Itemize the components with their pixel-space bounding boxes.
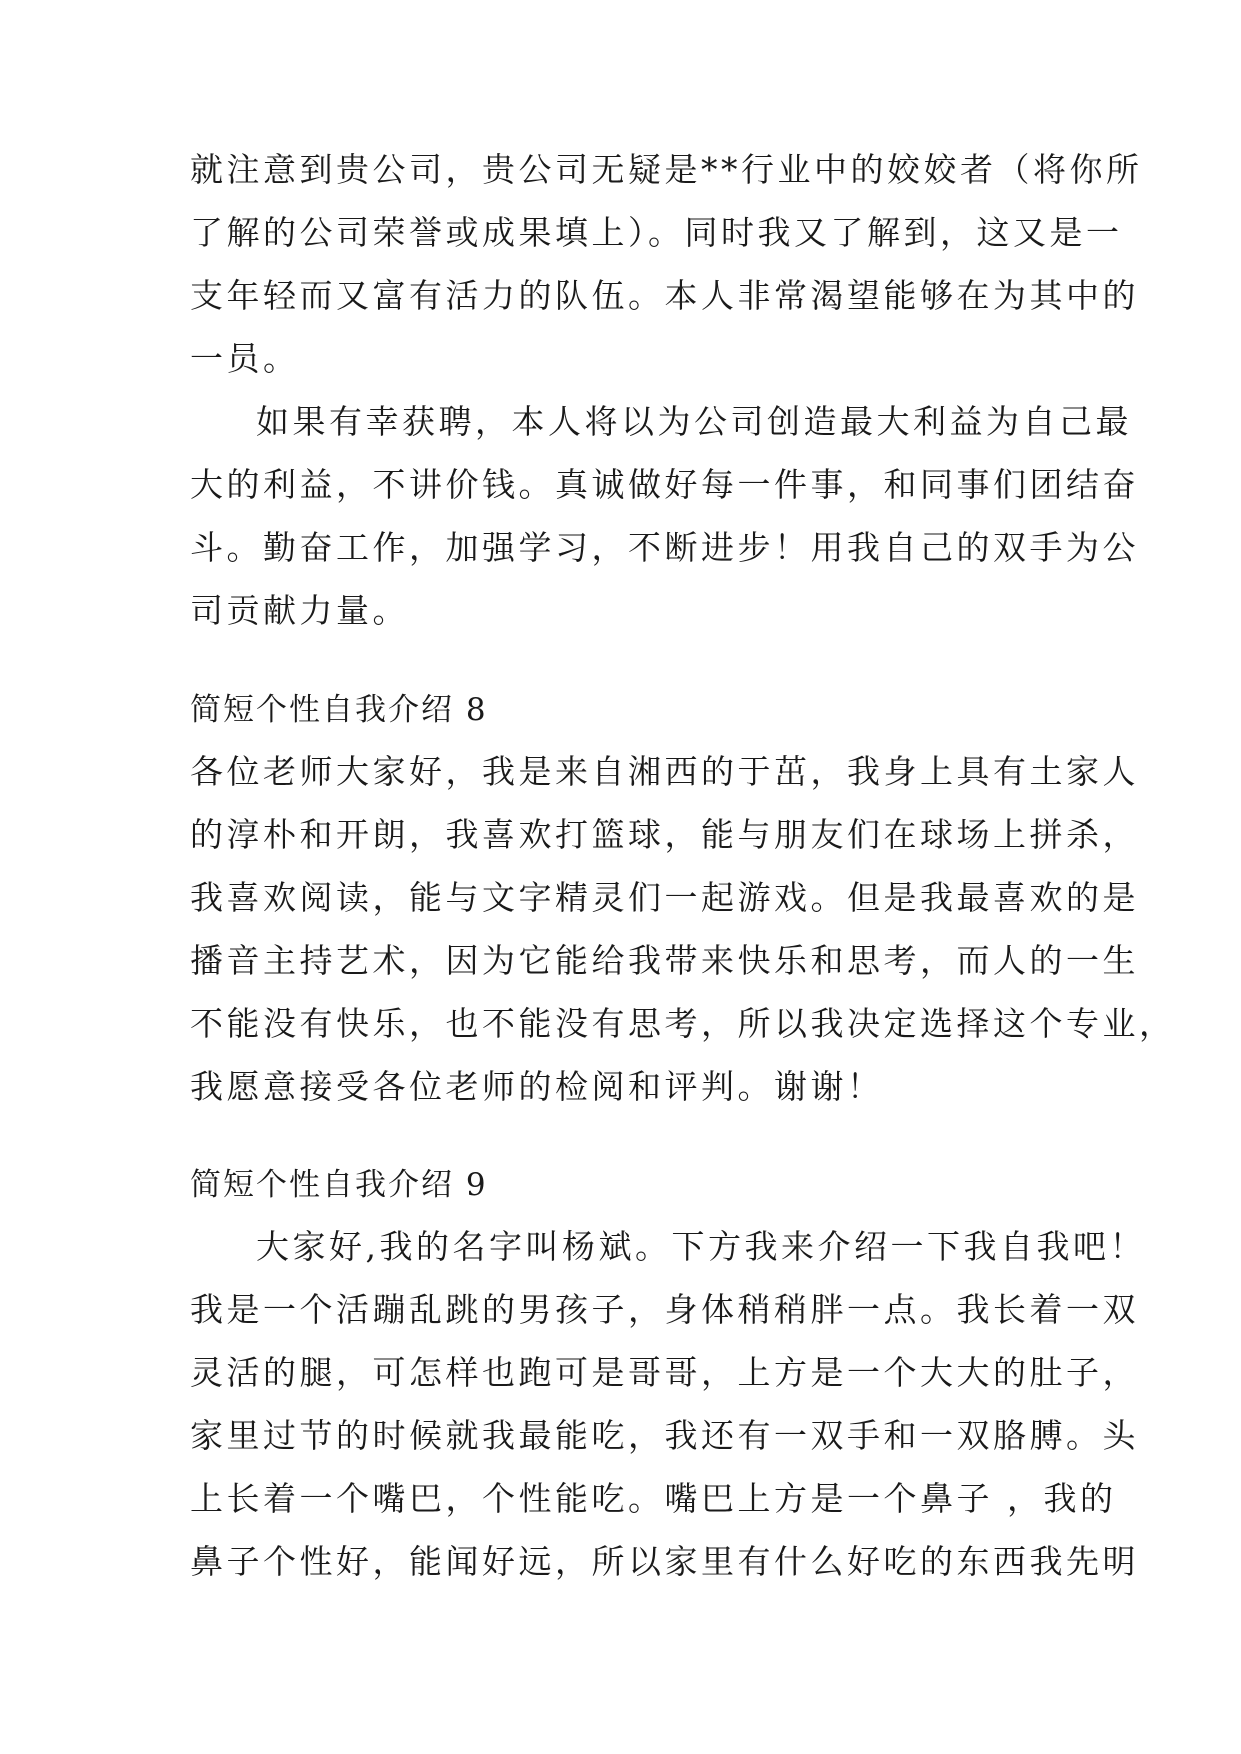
section-heading-8: 简短个性自我介绍 8 xyxy=(190,692,488,728)
section-heading-9: 简短个性自我介绍 9 xyxy=(190,1167,488,1203)
paragraph-line: 支年轻而又富有活力的队伍。本人非常渴望能够在为其中的 xyxy=(190,276,1139,315)
paragraph-line: 各位老师大家好，我是来自湘西的于茁，我身上具有土家人 xyxy=(190,752,1139,791)
paragraph-line: 司贡献力量。 xyxy=(190,591,409,630)
paragraph-line: 上长着一个嘴巴，个性能吃。嘴巴上方是一个鼻子 ，我的 xyxy=(190,1479,1117,1518)
paragraph-line: 我愿意接受各位老师的检阅和评判。谢谢！ xyxy=(190,1067,884,1106)
paragraph-line: 斗。勤奋工作，加强学习，不断进步！用我自己的双手为公 xyxy=(190,528,1139,567)
paragraph-line: 我是一个活蹦乱跳的男孩子，身体稍稍胖一点。我长着一双 xyxy=(190,1290,1139,1329)
paragraph-line: 一员。 xyxy=(190,339,300,378)
paragraph-line: 如果有幸获聘，本人将以为公司创造最大利益为自己最 xyxy=(256,402,1132,441)
paragraph-line: 就注意到贵公司，贵公司无疑是**行业中的姣姣者（将你所 xyxy=(190,150,1143,189)
paragraph-line: 我喜欢阅读，能与文字精灵们一起游戏。但是我最喜欢的是 xyxy=(190,878,1139,917)
paragraph-line: 大的利益，不讲价钱。真诚做好每一件事，和同事们团结奋 xyxy=(190,465,1139,504)
paragraph-line: 家里过节的时候就我最能吃，我还有一双手和一双胳膊。头 xyxy=(190,1416,1139,1455)
paragraph-line: 鼻子个性好，能闻好远，所以家里有什么好吃的东西我先明 xyxy=(190,1542,1139,1581)
paragraph-line: 的淳朴和开朗，我喜欢打篮球，能与朋友们在球场上拼杀， xyxy=(190,815,1139,854)
paragraph-line: 不能没有快乐，也不能没有思考，所以我决定选择这个专业， xyxy=(190,1004,1176,1043)
paragraph-line: 大家好,我的名字叫杨斌。下方我来介绍一下我自我吧！ xyxy=(256,1227,1146,1266)
paragraph-line: 了解的公司荣誉或成果填上）。同时我又了解到，这又是一 xyxy=(190,213,1123,252)
paragraph-line: 播音主持艺术，因为它能给我带来快乐和思考，而人的一生 xyxy=(190,941,1139,980)
paragraph-line: 灵活的腿，可怎样也跑可是哥哥，上方是一个大大的肚子， xyxy=(190,1353,1139,1392)
